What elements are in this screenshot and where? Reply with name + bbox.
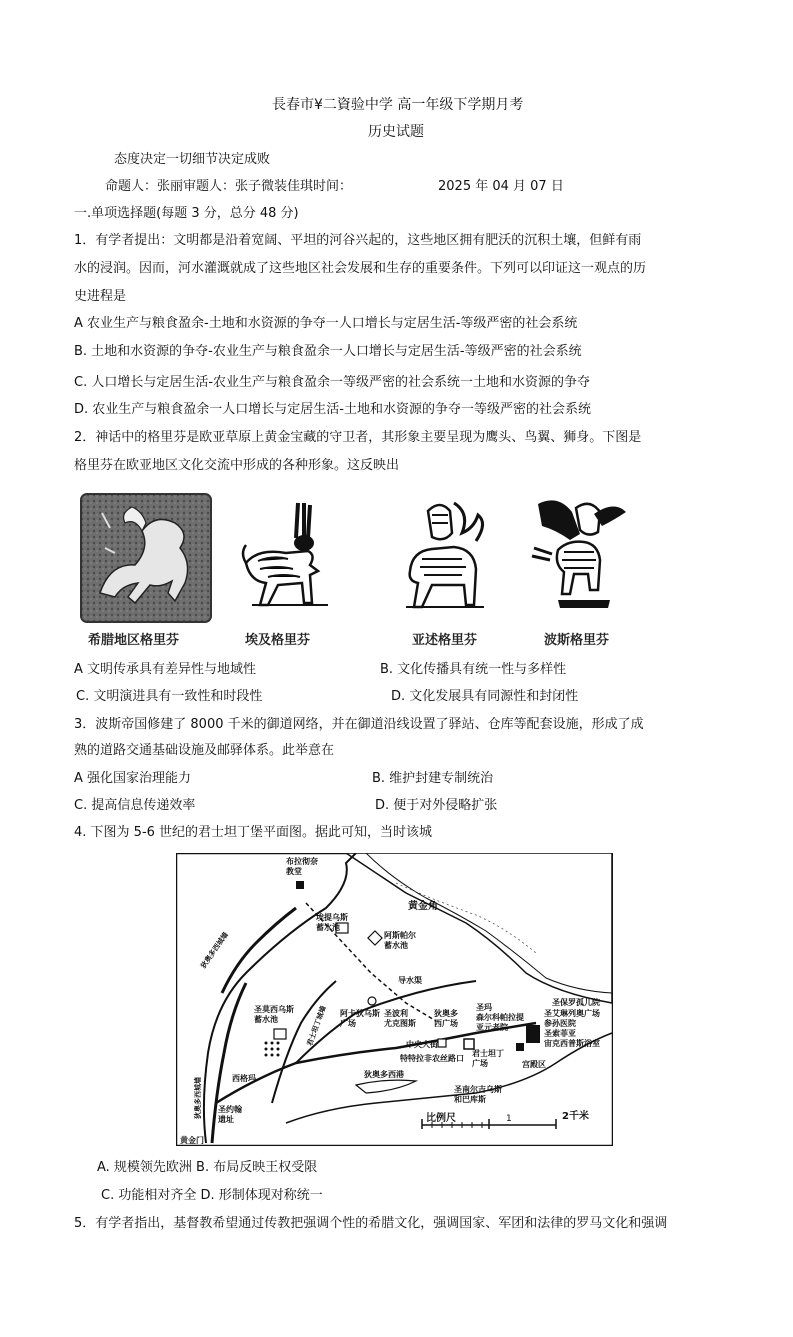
assyrian-griffin-caption: 亚述格里芬 <box>412 633 478 648</box>
map-label-constantine-wall: 君士坦丁城墙 <box>305 1004 328 1048</box>
map-label-st-john: 圣约翰 遗址 <box>218 1105 242 1124</box>
egyptian-griffin-caption: 埃及格里芬 <box>245 633 311 648</box>
q2-stem-line: 2．神话中的格里芬是欧亚草原上黄金宝藏的守卫者，其形象主要呈现为鹰头、鸟翼、狮身。下图是 <box>74 430 642 445</box>
map-label-golden-gate: 黄金门 <box>180 1136 204 1145</box>
map-label-constantine-forum: 君士坦丁 广场 <box>472 1049 504 1068</box>
q1-option-a: A 农业生产与粮食盈余-土地和水资源的争夺一人口增长与定居生活-等级严密的社会系统 <box>74 316 578 331</box>
q2-option-b: B. 文化传播具有统一性与多样性 <box>380 662 567 677</box>
map-label-st-sophia: 圣艾琳列奥广场 参孙医院 圣索菲亚 宙克西普斯浴室 <box>544 1009 600 1048</box>
q1-stem-line: 1．有学者提出：文明都是沿着宽阔、平坦的河谷兴起的，这些地区拥有肥沃的沉积土壤，但鲜有雨 <box>74 233 642 248</box>
q4-options-line-2: C. 功能相对齐全 D. 形制体现对称统一 <box>101 1188 323 1203</box>
map-label-aqueduct: 导水渠 <box>398 976 422 985</box>
map-label-aetius: 埃提乌斯 蓄水池 <box>316 913 348 932</box>
map-label-theodosian-wall: 狄奥多西城墙 <box>199 930 230 970</box>
map-label-blachernae: 布拉彻奈 教堂 <box>286 857 318 876</box>
map-label-irene: 圣玛 森尔科帕拉提 亚元老院 <box>476 1003 524 1032</box>
q1-option-c: C. 人口增长与定居生活-农业生产与粮食盈余一等级严密的社会系统一土地和水资源的争夺 <box>74 375 591 390</box>
q4-stem: 4. 下图为 5-6 世纪的君士坦丁堡平面图。据此可知，当时该城 <box>74 825 433 840</box>
greek-griffin-image <box>80 493 212 623</box>
q1-stem-line: 水的浸润。因而，河水灌溉就成了这些地区社会发展和生存的重要条件。下列可以印证这一观点的历 <box>74 261 647 276</box>
map-label-mocius: 圣莫西乌斯 蓄水池 <box>254 1005 294 1024</box>
map-scale-label: 比例尺 <box>426 1113 456 1124</box>
map-label-theodosius-forum: 狄奥多 西广场 <box>434 1009 458 1028</box>
map-label-bovis: 圣波利 尤克图斯 <box>384 1009 416 1028</box>
map-label-pharos: 特特拉非农丝路口 <box>400 1054 464 1063</box>
map-scale-2: 2千米 <box>562 1111 589 1122</box>
exam-motto: 态度决定一切细节决定成败 <box>114 152 271 167</box>
exam-authors: 命题人：张丽审题人：张子微装佳琪时间： <box>105 179 353 194</box>
q3-option-b: B. 维护封建专制统治 <box>372 771 494 786</box>
q2-stem-line: 格里芬在欧亚地区文化交流中形成的各种形象。这反映出 <box>74 458 400 473</box>
q2-option-c: C. 文明演进具有一致性和时段性 <box>76 689 263 704</box>
q2-option-a: A 文明传承具有差异性与地域性 <box>74 662 257 677</box>
q2-option-d: D. 文化发展具有同源性和封闭性 <box>391 689 579 704</box>
greek-griffin-caption: 希腊地区格里芬 <box>88 633 180 648</box>
map-label-theodosian-wall-2: 狄奥多西城墙 <box>194 1077 202 1119</box>
map-label-aspar: 阿斯帕尔 蓄水池 <box>384 931 416 950</box>
q4-options-line-1: A. 规模领先欧洲 B. 布局反映王权受限 <box>97 1160 318 1175</box>
q3-stem-line: 熟的道路交通基础设施及邮驿体系。此举意在 <box>74 743 335 758</box>
exam-date: 2025 年 04 月 07 日 <box>438 179 564 194</box>
map-label-arcadius: 阿卡狄乌斯 广场 <box>340 1009 380 1028</box>
assyrian-griffin-image <box>392 493 498 623</box>
q1-option-d: D. 农业生产与粮食盈余一人口增长与定居生活-土地和水资源的争夺一等级严密的社会系统 <box>74 402 591 417</box>
map-label-xerolophos: 西格玛 <box>232 1074 256 1083</box>
section-heading: 一.单项选择题(每题 3 分，总分 48 分) <box>74 206 299 221</box>
exam-subject: 历史试题 <box>368 124 424 140</box>
q3-option-a: A 强化国家治理能力 <box>74 771 192 786</box>
exam-school-title: 長春市¥二資验中学 高一年级下学期月考 <box>272 97 524 113</box>
q3-stem-line: 3．波斯帝国修建了 8000 千米的御道网络，并在御道沿线设置了驿站、仓库等配套设施，形成了成 <box>74 717 644 732</box>
map-label-golden-horn: 黄金角 <box>408 901 438 912</box>
map-label-st-paul: 圣保罗孤儿院 <box>552 998 600 1007</box>
q1-option-b: B. 土地和水资源的争夺-农业生产与粮食盈余一人口增长与定居生活-等级严密的社会系统 <box>74 344 582 359</box>
q5-stem: 5．有学者指出，基督教希望通过传教把强调个性的希腊文化，强调国家、军团和法律的罗马文化和强调 <box>74 1216 668 1231</box>
map-label-palace: 宫殿区 <box>522 1060 546 1069</box>
map-label-harbour-theodosius: 狄奥多西港 <box>364 1070 404 1079</box>
constantinople-map <box>176 853 613 1146</box>
egyptian-griffin-image <box>238 493 338 623</box>
map-scale-1: 1 <box>506 1114 512 1124</box>
q3-option-c: C. 提高信息传递效率 <box>74 798 196 813</box>
map-label-central-street: 中央大街 <box>406 1040 438 1049</box>
persian-griffin-caption: 波斯格里芬 <box>544 633 610 648</box>
q1-stem-line: 史进程是 <box>74 289 127 304</box>
persian-griffin-image <box>528 490 630 623</box>
map-label-polyeuktos: 圣南尔吉乌斯 和巴库斯 <box>454 1085 502 1104</box>
q3-option-d: D. 便于对外侵略扩张 <box>375 798 498 813</box>
